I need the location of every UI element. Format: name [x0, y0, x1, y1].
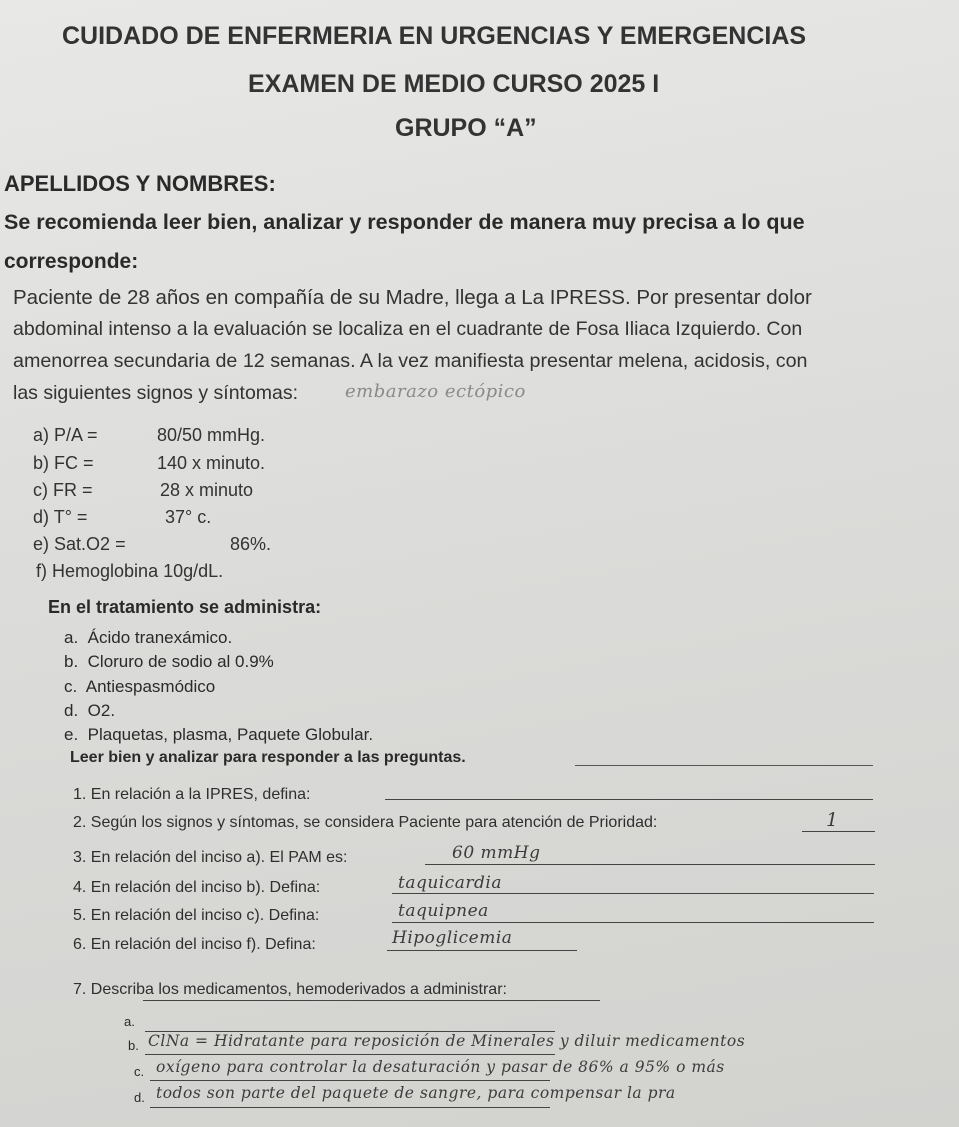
vital-f: f) Hemoglobina 10g/dL. — [36, 561, 224, 581]
answer-5: taquipnea — [398, 901, 489, 921]
answer-line-3[interactable] — [425, 864, 875, 865]
q7-letter-c: c. — [134, 1064, 145, 1079]
case-line-3: amenorrea secundaria de 12 semanas. A la vez manifiesta presentar melena, acidosis, con — [13, 350, 808, 372]
answer-2: 1 — [826, 809, 839, 831]
case-line-4: las siguientes signos y síntomas: — [13, 382, 299, 404]
header-line-2: EXAMEN DE MEDIO CURSO 2025 I — [248, 70, 660, 98]
q7-answer-line-d[interactable] — [150, 1107, 550, 1108]
vital-d-value: 37° c. — [165, 507, 212, 527]
question-2: 2. Según los signos y síntomas, se considera Paciente para atención de Prioridad: — [73, 814, 658, 831]
q7-answer-line-c[interactable] — [150, 1080, 550, 1081]
treatment-item-e: e. Plaquetas, plasma, Paquete Globular. — [64, 725, 374, 744]
answer-4: taquicardia — [398, 873, 502, 893]
instruction-line-1: Se recomienda leer bien, analizar y responder de manera muy precisa a lo que — [4, 210, 805, 234]
vital-e: e) Sat.O2 = — [33, 534, 126, 554]
header-line-1: CUIDADO DE ENFERMERIA EN URGENCIAS Y EMERGENCIAS — [62, 22, 807, 50]
question-1: 1. En relación a la IPRES, defina: — [73, 786, 311, 803]
q7-rule — [143, 1000, 600, 1001]
answer-line-5[interactable] — [392, 922, 874, 923]
treatment-item-c: c. Antiespasmódico — [64, 677, 216, 696]
treatment-heading: En el tratamiento se administra: — [48, 597, 322, 617]
vital-e-value: 86%. — [230, 534, 272, 554]
vital-b: b) FC = — [33, 453, 94, 473]
vital-b-value: 140 x minuto. — [157, 453, 266, 473]
answer-line-1[interactable] — [385, 799, 873, 800]
q7-letter-d: d. — [134, 1090, 145, 1105]
vital-a-value: 80/50 mmHg. — [157, 425, 266, 445]
q7-answer-c: oxígeno para controlar la desaturación y pasar de 86% a 95% o más — [156, 1058, 725, 1076]
treatment-item-d: d. O2. — [64, 701, 116, 720]
question-6: 6. En relación del inciso f). Defina: — [73, 936, 316, 953]
answer-line-4[interactable] — [392, 893, 874, 894]
q7-answer-d: todos son parte del paquete de sangre, para compensar la pra — [156, 1084, 676, 1102]
vital-d: d) T° = — [33, 507, 88, 527]
case-line-1: Paciente de 28 años en compañía de su Madre, llega a La IPRESS. Por presentar dolor — [13, 286, 812, 309]
answer-line-2[interactable] — [802, 831, 875, 832]
vital-c: c) FR = — [33, 480, 93, 500]
question-5: 5. En relación del inciso c). Defina: — [73, 907, 320, 924]
q7-letter-b: b. — [128, 1038, 139, 1053]
answer-3: 60 mmHg — [452, 843, 541, 863]
question-4: 4. En relación del inciso b). Defina: — [73, 879, 321, 896]
header-line-3: GRUPO “A” — [395, 114, 537, 142]
treatment-item-b: b. Cloruro de sodio al 0.9% — [64, 652, 274, 671]
q7-letter-a: a. — [124, 1014, 135, 1029]
instruction-line-2: corresponde: — [4, 250, 139, 273]
treatment-item-a: a. Ácido tranexámico. — [64, 628, 233, 647]
vital-c-value: 28 x minuto — [160, 480, 254, 500]
question-7: 7. Describa los medicamentos, hemoderivados a administrar: — [73, 981, 507, 998]
q7-answer-a: ClNa = Hidratante para reposición de Minerales y diluir medicamentos — [148, 1032, 746, 1050]
answer-6: Hipoglicemia — [392, 928, 513, 948]
student-name-label: APELLIDOS Y NOMBRES: — [4, 171, 276, 196]
heading-rule — [575, 765, 873, 766]
vital-a: a) P/A = — [33, 425, 98, 445]
answer-line-6[interactable] — [387, 950, 577, 951]
case-line-2: abdominal intenso a la evaluación se localiza en el cuadrante de Fosa Iliaca Izquierdo. Con — [13, 318, 803, 340]
questions-heading: Leer bien y analizar para responder a las preguntas. — [70, 749, 466, 766]
q7-answer-line-b[interactable] — [145, 1054, 555, 1055]
question-3: 3. En relación del inciso a). El PAM es: — [73, 849, 348, 866]
handwritten-diagnosis-note: embarazo ectópico — [345, 381, 526, 402]
